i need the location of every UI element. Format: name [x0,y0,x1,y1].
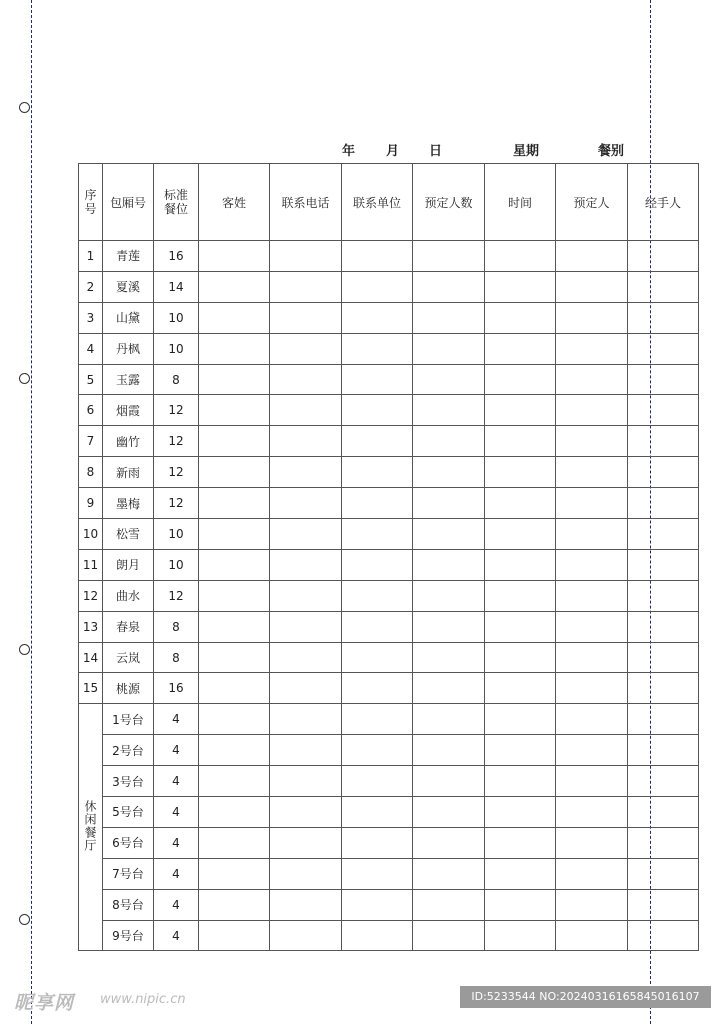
seats-cell: 12 [154,395,199,426]
guest-cell[interactable] [199,271,270,302]
time-cell[interactable] [485,549,556,580]
handler-cell[interactable] [628,797,699,828]
table-row [79,889,699,920]
guest-cell[interactable] [199,519,270,550]
handler-cell[interactable] [628,426,699,457]
party-size-cell[interactable] [413,302,485,333]
phone-cell[interactable] [270,426,342,457]
company-cell[interactable] [342,642,413,673]
table-row [79,519,699,550]
guest-cell[interactable] [199,611,270,642]
table-row [79,704,699,735]
watermark-logo: 昵享网 [14,992,75,1014]
seq-cell: 1 [79,241,103,272]
left-perforation-line [31,0,32,1024]
seats-cell: 8 [154,364,199,395]
seq-cell: 9 [79,488,103,519]
time-cell[interactable] [485,920,556,951]
table-row [79,673,699,704]
guest-cell[interactable] [199,241,270,272]
company-cell[interactable] [342,426,413,457]
booker-cell[interactable] [556,797,628,828]
seq-cell: 11 [79,549,103,580]
phone-cell[interactable] [270,766,342,797]
party-size-cell[interactable] [413,364,485,395]
party-size-cell[interactable] [413,333,485,364]
room-name-cell: 春泉 [103,611,154,642]
guest-cell[interactable] [199,766,270,797]
phone-cell[interactable] [270,673,342,704]
guest-cell[interactable] [199,395,270,426]
time-cell[interactable] [485,673,556,704]
weekday-label: 星期 [513,144,540,159]
time-cell[interactable] [485,642,556,673]
table-row [79,766,699,797]
table-row [79,241,699,272]
seq-cell: 15 [79,673,103,704]
booker-cell[interactable] [556,549,628,580]
guest-cell[interactable] [199,889,270,920]
room-name-cell: 墨梅 [103,488,154,519]
seats-cell: 8 [154,611,199,642]
company-cell[interactable] [342,519,413,550]
phone-cell[interactable] [270,549,342,580]
guest-cell[interactable] [199,488,270,519]
party-size-cell[interactable] [413,241,485,272]
table-name-cell: 2号台 [103,735,154,766]
table-row [79,858,699,889]
booker-cell[interactable] [556,920,628,951]
phone-cell[interactable] [270,457,342,488]
booker-cell[interactable] [556,241,628,272]
seq-cell: 2 [79,271,103,302]
guest-cell[interactable] [199,920,270,951]
time-cell[interactable] [485,797,556,828]
seats-cell: 14 [154,271,199,302]
party-size-cell[interactable] [413,395,485,426]
handler-cell[interactable] [628,766,699,797]
handler-cell[interactable] [628,549,699,580]
binding-hole [19,102,30,113]
handler-cell[interactable] [628,673,699,704]
phone-cell[interactable] [270,333,342,364]
booker-cell[interactable] [556,889,628,920]
guest-cell[interactable] [199,827,270,858]
guest-cell[interactable] [199,858,270,889]
room-name-cell: 桃源 [103,673,154,704]
seats-cell: 4 [154,889,199,920]
handler-cell[interactable] [628,735,699,766]
seats-cell: 4 [154,735,199,766]
company-cell[interactable] [342,241,413,272]
guest-cell[interactable] [199,735,270,766]
seq-cell: 7 [79,426,103,457]
handler-cell[interactable] [628,519,699,550]
booker-cell[interactable] [556,735,628,766]
seats-cell: 10 [154,302,199,333]
room-header: 包厢号 [103,164,154,241]
seats-cell: 4 [154,704,199,735]
binding-hole [19,644,30,655]
room-name-cell: 曲水 [103,580,154,611]
guest-cell[interactable] [199,549,270,580]
party-size-cell[interactable] [413,797,485,828]
company-cell[interactable] [342,889,413,920]
party-size-cell[interactable] [413,642,485,673]
handler-cell[interactable] [628,889,699,920]
booker-cell[interactable] [556,364,628,395]
room-name-cell: 新雨 [103,457,154,488]
time-cell[interactable] [485,457,556,488]
time-cell[interactable] [485,889,556,920]
party-size-cell[interactable] [413,920,485,951]
lounge-label: 休闲餐厅 [83,799,97,852]
watermark-url: www.nipic.cn [100,992,186,1007]
meal-label: 餐别 [598,144,625,159]
seq-cell: 5 [79,364,103,395]
reservation-table [78,163,699,951]
table-name-cell: 9号台 [103,920,154,951]
table-row [79,797,699,828]
time-cell[interactable] [485,580,556,611]
time-cell[interactable] [485,364,556,395]
guest-cell[interactable] [199,642,270,673]
company-cell[interactable] [342,920,413,951]
booker-cell[interactable] [556,457,628,488]
guest-cell[interactable] [199,364,270,395]
party-size-cell[interactable] [413,271,485,302]
phone-cell[interactable] [270,241,342,272]
party-size-cell[interactable] [413,673,485,704]
seats-cell: 10 [154,519,199,550]
time-cell[interactable] [485,333,556,364]
time-cell[interactable] [485,426,556,457]
company-cell[interactable] [342,858,413,889]
room-name-cell: 山黛 [103,302,154,333]
booker-cell[interactable] [556,827,628,858]
table-row [79,271,699,302]
phone-cell[interactable] [270,271,342,302]
room-name-cell: 丹枫 [103,333,154,364]
handler-cell[interactable] [628,858,699,889]
seats-cell: 12 [154,580,199,611]
phone-cell[interactable] [270,858,342,889]
seats-cell: 4 [154,766,199,797]
booker-cell[interactable] [556,426,628,457]
time-cell[interactable] [485,395,556,426]
room-name-cell: 幽竹 [103,426,154,457]
party-size-cell[interactable] [413,519,485,550]
time-cell[interactable] [485,766,556,797]
seats-cell: 8 [154,642,199,673]
table-name-cell: 5号台 [103,797,154,828]
seats-cell: 4 [154,797,199,828]
table-row [79,488,699,519]
seats-cell: 4 [154,920,199,951]
time-cell[interactable] [485,302,556,333]
party-size-header: 预定人数 [413,164,485,241]
watermark-id: ID:5233544 NO:20240316165845016107 [460,986,711,1008]
party-size-cell[interactable] [413,549,485,580]
guest-cell[interactable] [199,457,270,488]
time-cell[interactable] [485,858,556,889]
seats-cell: 10 [154,333,199,364]
party-size-cell[interactable] [413,858,485,889]
party-size-cell[interactable] [413,580,485,611]
seq-cell: 4 [79,333,103,364]
party-size-cell[interactable] [413,735,485,766]
handler-cell[interactable] [628,241,699,272]
room-name-cell: 玉露 [103,364,154,395]
room-name-cell: 松雪 [103,519,154,550]
binding-hole [19,914,30,925]
seq-cell: 13 [79,611,103,642]
table-header-row [79,164,699,241]
phone-cell[interactable] [270,889,342,920]
handler-header: 经手人 [628,164,699,241]
phone-cell[interactable] [270,735,342,766]
room-name-cell: 朗月 [103,549,154,580]
booker-cell[interactable] [556,395,628,426]
party-size-cell[interactable] [413,488,485,519]
room-name-cell: 青莲 [103,241,154,272]
month-label: 月 [386,144,400,159]
handler-cell[interactable] [628,333,699,364]
company-cell[interactable] [342,488,413,519]
party-size-cell[interactable] [413,611,485,642]
booker-cell[interactable] [556,611,628,642]
table-name-cell: 7号台 [103,858,154,889]
year-label: 年 [342,144,356,159]
phone-cell[interactable] [270,642,342,673]
handler-cell[interactable] [628,364,699,395]
table-row [79,611,699,642]
table-row [79,302,699,333]
company-cell[interactable] [342,364,413,395]
booker-cell[interactable] [556,580,628,611]
handler-cell[interactable] [628,488,699,519]
phone-cell[interactable] [270,827,342,858]
table-name-cell: 3号台 [103,766,154,797]
company-cell[interactable] [342,797,413,828]
party-size-cell[interactable] [413,889,485,920]
phone-cell[interactable] [270,488,342,519]
seq-header: 序 号 [79,164,103,241]
phone-cell[interactable] [270,704,342,735]
company-cell[interactable] [342,766,413,797]
time-cell[interactable] [485,704,556,735]
table-row [79,333,699,364]
party-size-cell[interactable] [413,766,485,797]
handler-cell[interactable] [628,611,699,642]
time-cell[interactable] [485,611,556,642]
company-cell[interactable] [342,395,413,426]
table-row [79,580,699,611]
booker-cell[interactable] [556,302,628,333]
binding-hole [19,373,30,384]
company-cell[interactable] [342,673,413,704]
booker-cell[interactable] [556,673,628,704]
table-row [79,426,699,457]
seats-cell: 16 [154,673,199,704]
phone-cell[interactable] [270,364,342,395]
seats-cell: 12 [154,426,199,457]
company-header: 联系单位 [342,164,413,241]
company-cell[interactable] [342,333,413,364]
day-label: 日 [429,144,443,159]
time-cell[interactable] [485,735,556,766]
table-name-cell: 1号台 [103,704,154,735]
phone-cell[interactable] [270,580,342,611]
seq-cell: 3 [79,302,103,333]
guest-cell[interactable] [199,797,270,828]
company-cell[interactable] [342,302,413,333]
guest-cell[interactable] [199,302,270,333]
table-row [79,549,699,580]
time-cell[interactable] [485,271,556,302]
handler-cell[interactable] [628,642,699,673]
table-row [79,920,699,951]
booker-cell[interactable] [556,858,628,889]
table-row [79,827,699,858]
company-cell[interactable] [342,704,413,735]
phone-header: 联系电话 [270,164,342,241]
handler-cell[interactable] [628,580,699,611]
phone-cell[interactable] [270,519,342,550]
booker-cell[interactable] [556,704,628,735]
guest-cell[interactable] [199,580,270,611]
seats-cell: 10 [154,549,199,580]
handler-cell[interactable] [628,302,699,333]
seq-cell: 14 [79,642,103,673]
table-row [79,364,699,395]
company-cell[interactable] [342,735,413,766]
guest-cell[interactable] [199,333,270,364]
party-size-cell[interactable] [413,457,485,488]
room-name-cell: 烟霞 [103,395,154,426]
handler-cell[interactable] [628,271,699,302]
phone-cell[interactable] [270,611,342,642]
handler-cell[interactable] [628,827,699,858]
seats-cell: 4 [154,827,199,858]
table-name-cell: 6号台 [103,827,154,858]
table-row [79,395,699,426]
table-row [79,457,699,488]
company-cell[interactable] [342,580,413,611]
seq-cell: 8 [79,457,103,488]
table-row [79,642,699,673]
company-cell[interactable] [342,611,413,642]
seats-header: 标准 餐位 [154,164,199,241]
booker-cell[interactable] [556,271,628,302]
room-name-cell: 云岚 [103,642,154,673]
phone-cell[interactable] [270,920,342,951]
seats-cell: 12 [154,488,199,519]
table-row [79,735,699,766]
seats-cell: 12 [154,457,199,488]
guest-cell[interactable] [199,704,270,735]
time-header: 时间 [485,164,556,241]
booker-cell[interactable] [556,766,628,797]
handler-cell[interactable] [628,457,699,488]
seq-cell: 12 [79,580,103,611]
guest-cell[interactable] [199,426,270,457]
company-cell[interactable] [342,827,413,858]
time-cell[interactable] [485,827,556,858]
phone-cell[interactable] [270,395,342,426]
room-name-cell: 夏溪 [103,271,154,302]
time-cell[interactable] [485,488,556,519]
seq-cell: 6 [79,395,103,426]
handler-cell[interactable] [628,920,699,951]
booker-cell[interactable] [556,642,628,673]
company-cell[interactable] [342,271,413,302]
seq-cell: 10 [79,519,103,550]
seats-cell: 4 [154,858,199,889]
handler-cell[interactable] [628,704,699,735]
booker-cell[interactable] [556,488,628,519]
party-size-cell[interactable] [413,827,485,858]
company-cell[interactable] [342,549,413,580]
guest-header: 客姓 [199,164,270,241]
seats-cell: 16 [154,241,199,272]
company-cell[interactable] [342,457,413,488]
time-cell[interactable] [485,241,556,272]
handler-cell[interactable] [628,395,699,426]
guest-cell[interactable] [199,673,270,704]
phone-cell[interactable] [270,797,342,828]
time-cell[interactable] [485,519,556,550]
lounge-label-cell [79,704,103,951]
booker-cell[interactable] [556,333,628,364]
phone-cell[interactable] [270,302,342,333]
party-size-cell[interactable] [413,704,485,735]
booker-header: 预定人 [556,164,628,241]
table-name-cell: 8号台 [103,889,154,920]
booker-cell[interactable] [556,519,628,550]
party-size-cell[interactable] [413,426,485,457]
